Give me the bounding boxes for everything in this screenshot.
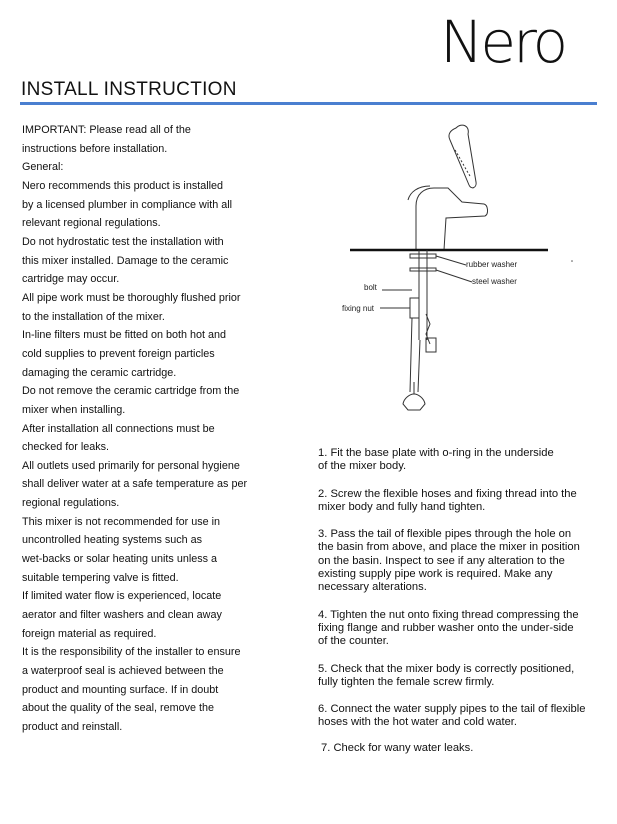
step-7 (318, 742, 603, 755)
brand-logo: Nero (440, 8, 566, 76)
rubber-washer-label: rubber washer (466, 260, 518, 269)
instruction-line: about the quality of the seal, remove the (22, 702, 215, 715)
page-title: INSTALL INSTRUCTION (21, 79, 237, 100)
step-line: hoses with the hot water and cold water. (318, 716, 518, 729)
rubber-washer (410, 254, 436, 258)
fixing-nut (410, 298, 419, 318)
steel-washer-label: steel washer (472, 277, 517, 286)
step-line: 5. Check that the mixer body is correctly positioned, (318, 662, 575, 675)
instruction-line: mixer when installing. (22, 403, 126, 416)
step-line: fully tighten the female screw firmly. (318, 675, 495, 688)
instruction-line: General: (22, 161, 64, 174)
instruction-line: aerator and filter washers and clean away (22, 609, 222, 622)
bolt-label: bolt (364, 283, 377, 292)
instruction-line: foreign material as required. (22, 627, 157, 640)
instruction-line: cold supplies to prevent foreign particles (22, 347, 215, 360)
instruction-line: Nero recommends this product is installed (22, 179, 224, 192)
instruction-line: This mixer is not recommended for use in (22, 515, 221, 528)
step-line: of the mixer body. (318, 460, 407, 473)
instruction-line: All outlets used primarily for personal hygiene (22, 459, 240, 472)
instruction-line: wet-backs or solar heating units unless a (22, 553, 218, 566)
instruction-line: suitable tempering valve is fitted. (22, 571, 179, 584)
instruction-line: If limited water flow is experienced, locate (22, 590, 222, 603)
step-line: fixing flange and rubber washer onto the under-side (318, 621, 574, 634)
step-line: existing supply pipe work is required. Make any (318, 568, 553, 581)
instruction-line: cartridge may occur. (22, 273, 120, 286)
step-line: of the counter. (318, 635, 389, 648)
lever-handle (449, 125, 476, 188)
general-instructions (22, 121, 272, 737)
instruction-line: relevant regional regulations. (22, 217, 161, 230)
instruction-line: checked for leaks. (22, 441, 110, 454)
instruction-line: All pipe work must be thoroughly flushed prior (22, 291, 241, 304)
instruction-line: by a licensed plumber in compliance with all (22, 198, 233, 211)
step-line: mixer body and fully hand tighten. (318, 500, 486, 513)
instruction-line: damaging the ceramic cartridge. (22, 366, 177, 379)
instruction-line: In-line filters must be fitted on both hot and (22, 329, 227, 342)
instruction-line: to the installation of the mixer. (22, 310, 165, 323)
instruction-line: product and mounting surface. If in doubt (22, 683, 219, 696)
instruction-line: It is the responsibility of the installer to ensure (22, 646, 241, 659)
installation-steps (318, 447, 603, 755)
instruction-line: uncontrolled heating systems such as (22, 534, 203, 547)
instruction-line: After installation all connections must be (22, 422, 215, 435)
hose-tail (403, 394, 425, 410)
step-line: 2. Screw the flexible hoses and fixing thread into the (318, 487, 577, 500)
mixer-installation-diagram (338, 118, 578, 420)
step-line: 1. Fit the base plate with o-ring in the underside (318, 447, 554, 459)
step-line: 3. Pass the tail of flexible pipes through the hole on (318, 528, 572, 541)
instruction-line: regional regulations. (22, 497, 120, 510)
instruction-line: product and reinstall. (22, 721, 123, 733)
mixer-body (416, 188, 488, 250)
steel-washer (410, 268, 436, 271)
step-line: on the basin. Inspect to see if any alteration to the (318, 554, 565, 567)
fixing-nut-label: fixing nut (342, 304, 375, 313)
instruction-line: Do not hydrostatic test the installation with (22, 235, 224, 248)
step-1 (318, 447, 603, 474)
step-4 (318, 609, 603, 649)
step-5 (318, 663, 603, 690)
step-line: 7. Check for wany water leaks. (321, 741, 474, 754)
step-2 (318, 488, 603, 515)
instruction-line: this mixer installed. Damage to the ceramic (22, 254, 229, 267)
instruction-line: a waterproof seal is achieved between the (22, 665, 224, 678)
step-line: 6. Connect the water supply pipes to the tail of flexible (318, 703, 586, 716)
instruction-line: IMPORTANT: Please read all of the (22, 124, 191, 136)
step-line: necessary alterations. (318, 581, 427, 594)
step-line: the basin from above, and place the mixer in position (318, 541, 580, 554)
title-divider (20, 102, 597, 105)
step-6 (318, 703, 603, 730)
step-3 (318, 528, 603, 594)
instruction-line: shall deliver water at a safe temperature as per (22, 478, 248, 491)
instruction-line: instructions before installation. (22, 142, 168, 155)
step-line: 4. Tighten the nut onto fixing thread compressing the (318, 608, 579, 621)
instruction-line: Do not remove the ceramic cartridge from the (22, 385, 240, 398)
